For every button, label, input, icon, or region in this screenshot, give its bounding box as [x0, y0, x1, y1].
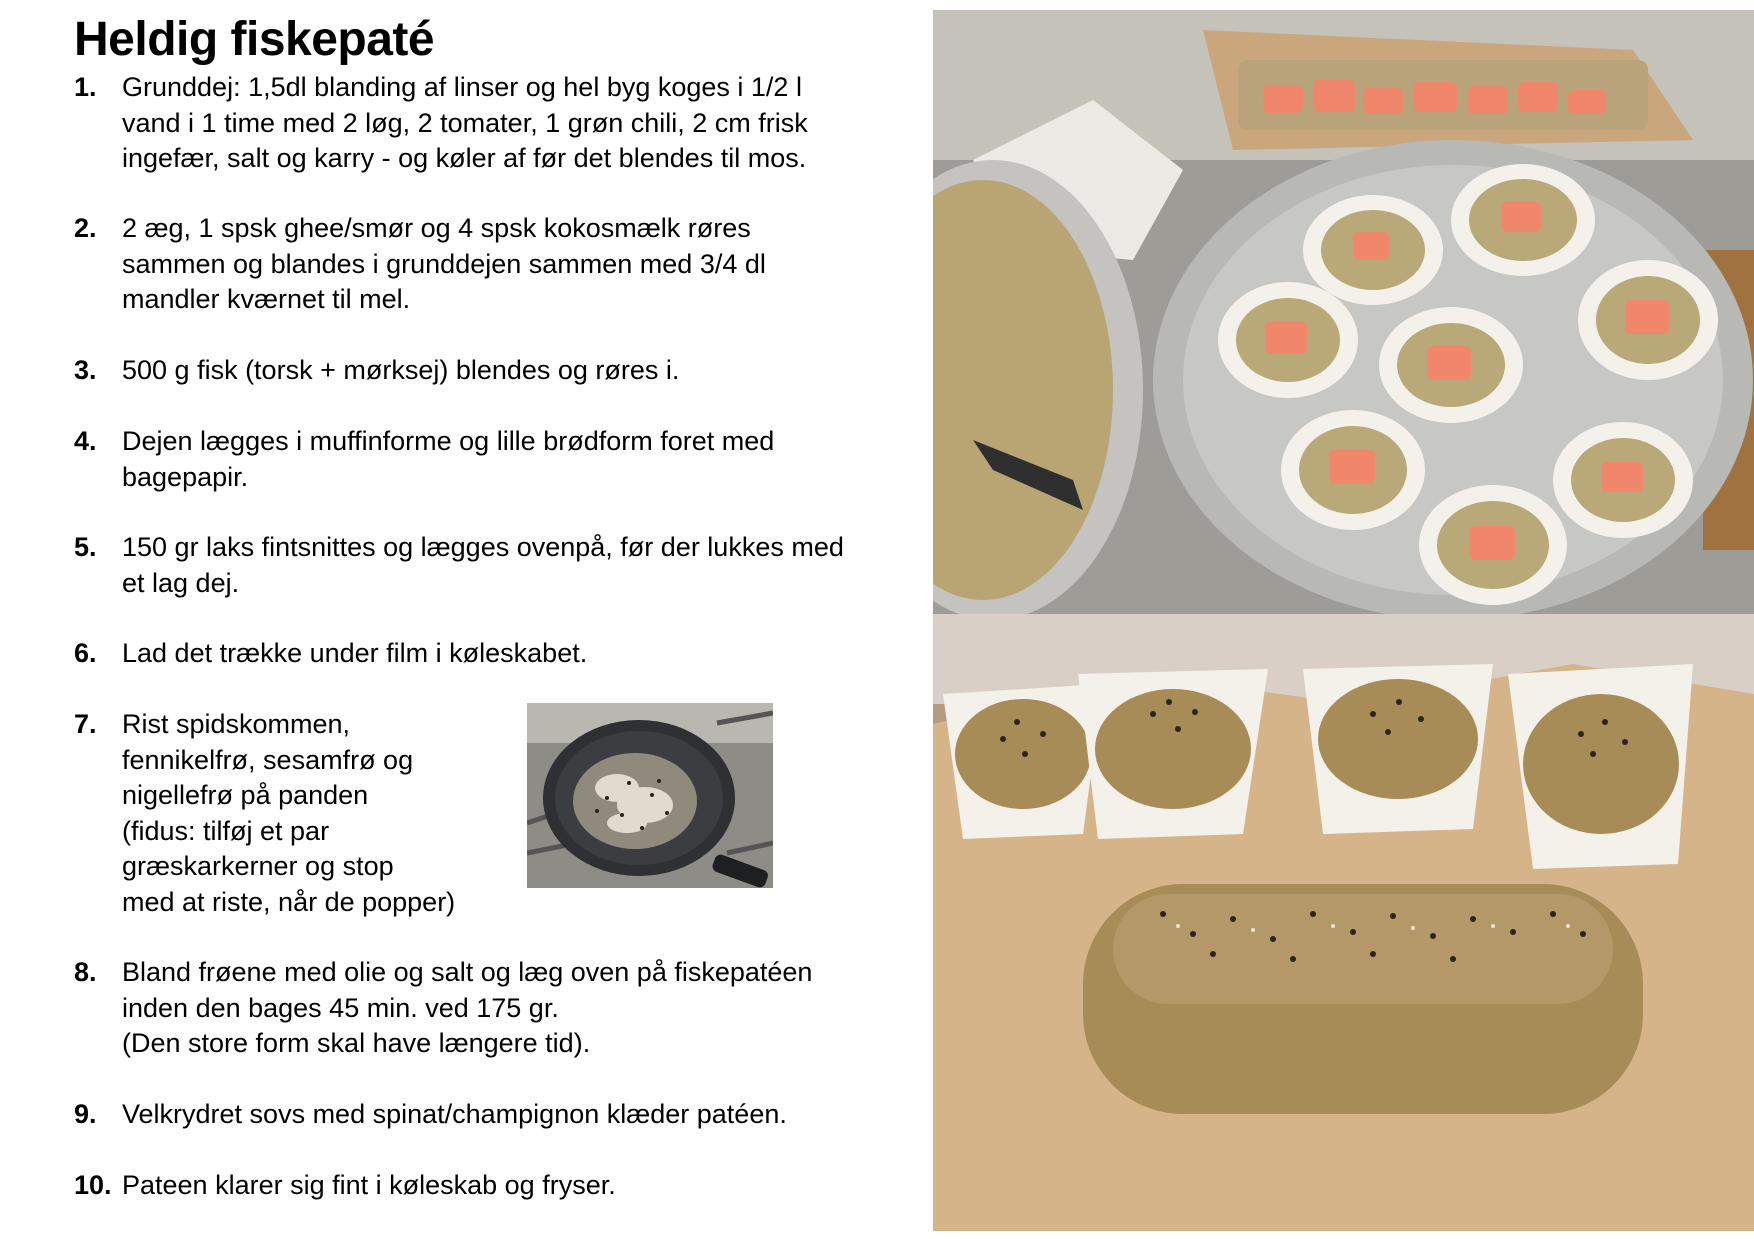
step-number: 4. [74, 426, 97, 456]
step-number: 8. [74, 957, 97, 987]
step-text-line: Rist spidskommen, [122, 709, 351, 739]
step-text-line: Bland frøene med olie og salt og læg oven på fiskepatéen [122, 957, 813, 987]
step-number: 3. [74, 355, 97, 385]
step-text-line: sammen og blandes i grunddejen sammen med 3/4 dl [122, 248, 766, 279]
step-text-line: bagepapir. [122, 461, 249, 492]
step-text-line: græskarkerner og stop [122, 851, 394, 881]
baked-pate-photo [933, 614, 1754, 1231]
step-text-line: Pateen klarer sig fint i køleskab og fryser. [122, 1170, 616, 1200]
recipe-title: Heldig fiskepaté [74, 13, 435, 66]
step-text-line: Velkrydret sovs med spinat/champignon klæder patéen. [122, 1099, 787, 1129]
step-number: 5. [74, 532, 97, 562]
muffins-salmon-photo [933, 10, 1754, 614]
step-text-line: vand i 1 time med 2 løg, 2 tomater, 1 grøn chili, 2 cm frisk [122, 107, 808, 138]
step-text-line: inden den bages 45 min. ved 175 gr. [122, 992, 559, 1023]
step-text-line: 2 æg, 1 spsk ghee/smør og 4 spsk kokosmælk røres [122, 213, 751, 243]
step-text-line: med at riste, når de popper) [122, 886, 456, 917]
step-text-line: et lag dej. [122, 567, 240, 598]
step-text-line: (fidus: tilføj et par [122, 815, 330, 846]
step-number: 6. [74, 638, 97, 668]
step-text-line: Grunddej: 1,5dl blanding af linser og hel byg koges i 1/2 l [122, 72, 802, 102]
step-number: 9. [74, 1099, 97, 1129]
step-text-line: Dejen lægges i muffinforme og lille brødform foret med [122, 426, 775, 456]
seeds-pan-photo [527, 703, 773, 888]
step-number: 2. [74, 213, 97, 243]
step-text-line: ingefær, salt og karry - og køler af før det blendes til mos. [122, 143, 807, 173]
step-text-line: mandler kværnet til mel. [122, 284, 411, 314]
step-text-line: fennikelfrø, sesamfrø og [122, 744, 414, 775]
step-number: 7. [74, 709, 97, 739]
step-text-line: 150 gr laks fintsnittes og lægges ovenpå, før der lukkes med [122, 532, 844, 562]
step-text-line: nigellefrø på panden [122, 780, 369, 810]
step-text-line: (Den store form skal have længere tid). [122, 1028, 591, 1058]
step-text-line: Lad det trække under film i køleskabet. [122, 638, 588, 668]
step-text-line: 500 g fisk (torsk + mørksej) blendes og røres i. [122, 355, 680, 385]
step-number: 10. [74, 1170, 112, 1200]
step-number: 1. [74, 72, 97, 102]
